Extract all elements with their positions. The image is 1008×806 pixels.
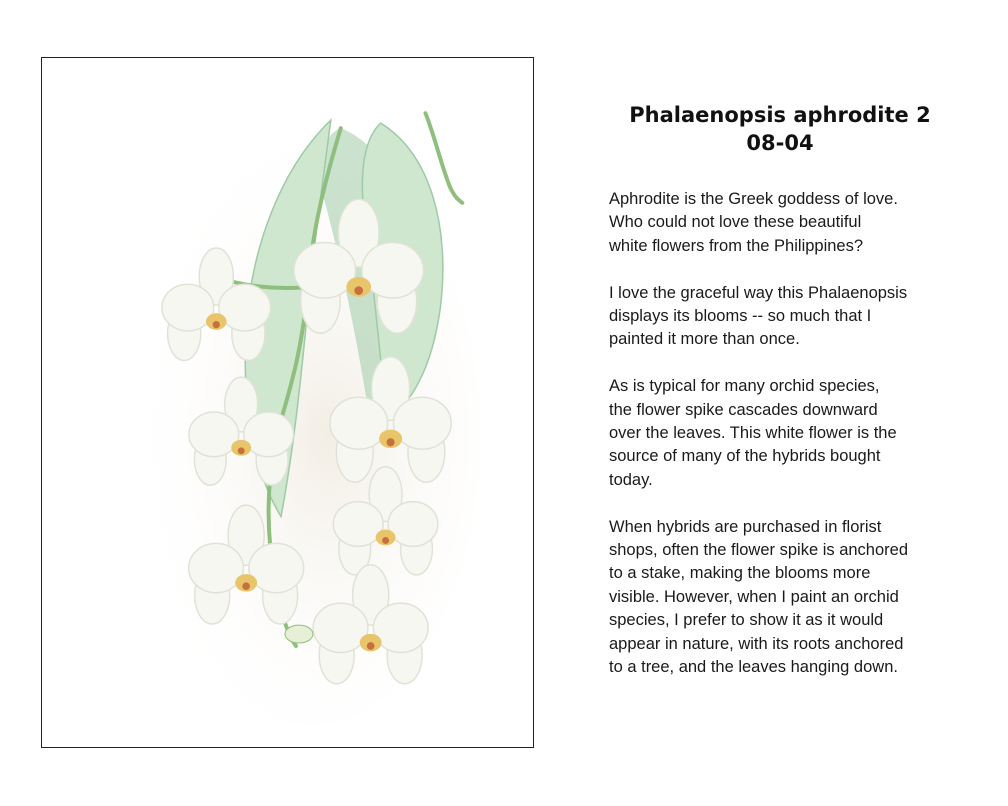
description [609, 188, 969, 703]
orchid-petal [333, 502, 383, 547]
orchid-petal [249, 543, 304, 592]
orchid-petal [330, 397, 388, 449]
orchid-petal [313, 603, 368, 652]
orchid-petal [294, 242, 356, 298]
orchid-bud [285, 625, 313, 643]
paragraph-4: When hybrids are purchased in florist shops, often the flower spike is anchored to a stake, making the blooms more visible. However, when I paint an orchid species, I prefer to show it as it would appear in nature, with its roots anchored to a tree, and the leaves hanging down. [609, 517, 909, 677]
orchid-column [367, 642, 375, 650]
painting-frame [41, 57, 534, 748]
title-code: 08-04 [746, 131, 814, 155]
orchid-column [238, 447, 245, 454]
orchid-column [387, 438, 395, 446]
artwork-title [600, 101, 960, 157]
orchid-petal [393, 397, 451, 449]
orchid-column [242, 582, 250, 590]
orchid-petal [189, 543, 244, 592]
paragraph-3: As is typical for many orchid species, the flower spike cascades downward over the leaves. This white flower is the source of many of the hybrids bought today. [609, 377, 897, 489]
orchid-column [382, 537, 389, 544]
orchid-painting [42, 58, 533, 747]
orchid-column [213, 321, 220, 328]
orchid-petal [388, 502, 438, 547]
orchid-petal [362, 242, 424, 298]
orchid-petal [219, 284, 271, 331]
orchid-petal [162, 284, 214, 331]
orchid-petal [189, 412, 239, 457]
title-name: Phalaenopsis aphrodite 2 [629, 103, 931, 127]
orchid-petal [373, 603, 428, 652]
paragraph-1: Aphrodite is the Greek goddess of love. Who could not love these beautiful white flowers from the Philippines? [609, 190, 898, 255]
orchid-petal [244, 412, 294, 457]
orchid-column [354, 286, 363, 295]
paragraph-2: I love the graceful way this Phalaenopsis displays its blooms -- so much that I painted it more than once. [609, 283, 908, 349]
